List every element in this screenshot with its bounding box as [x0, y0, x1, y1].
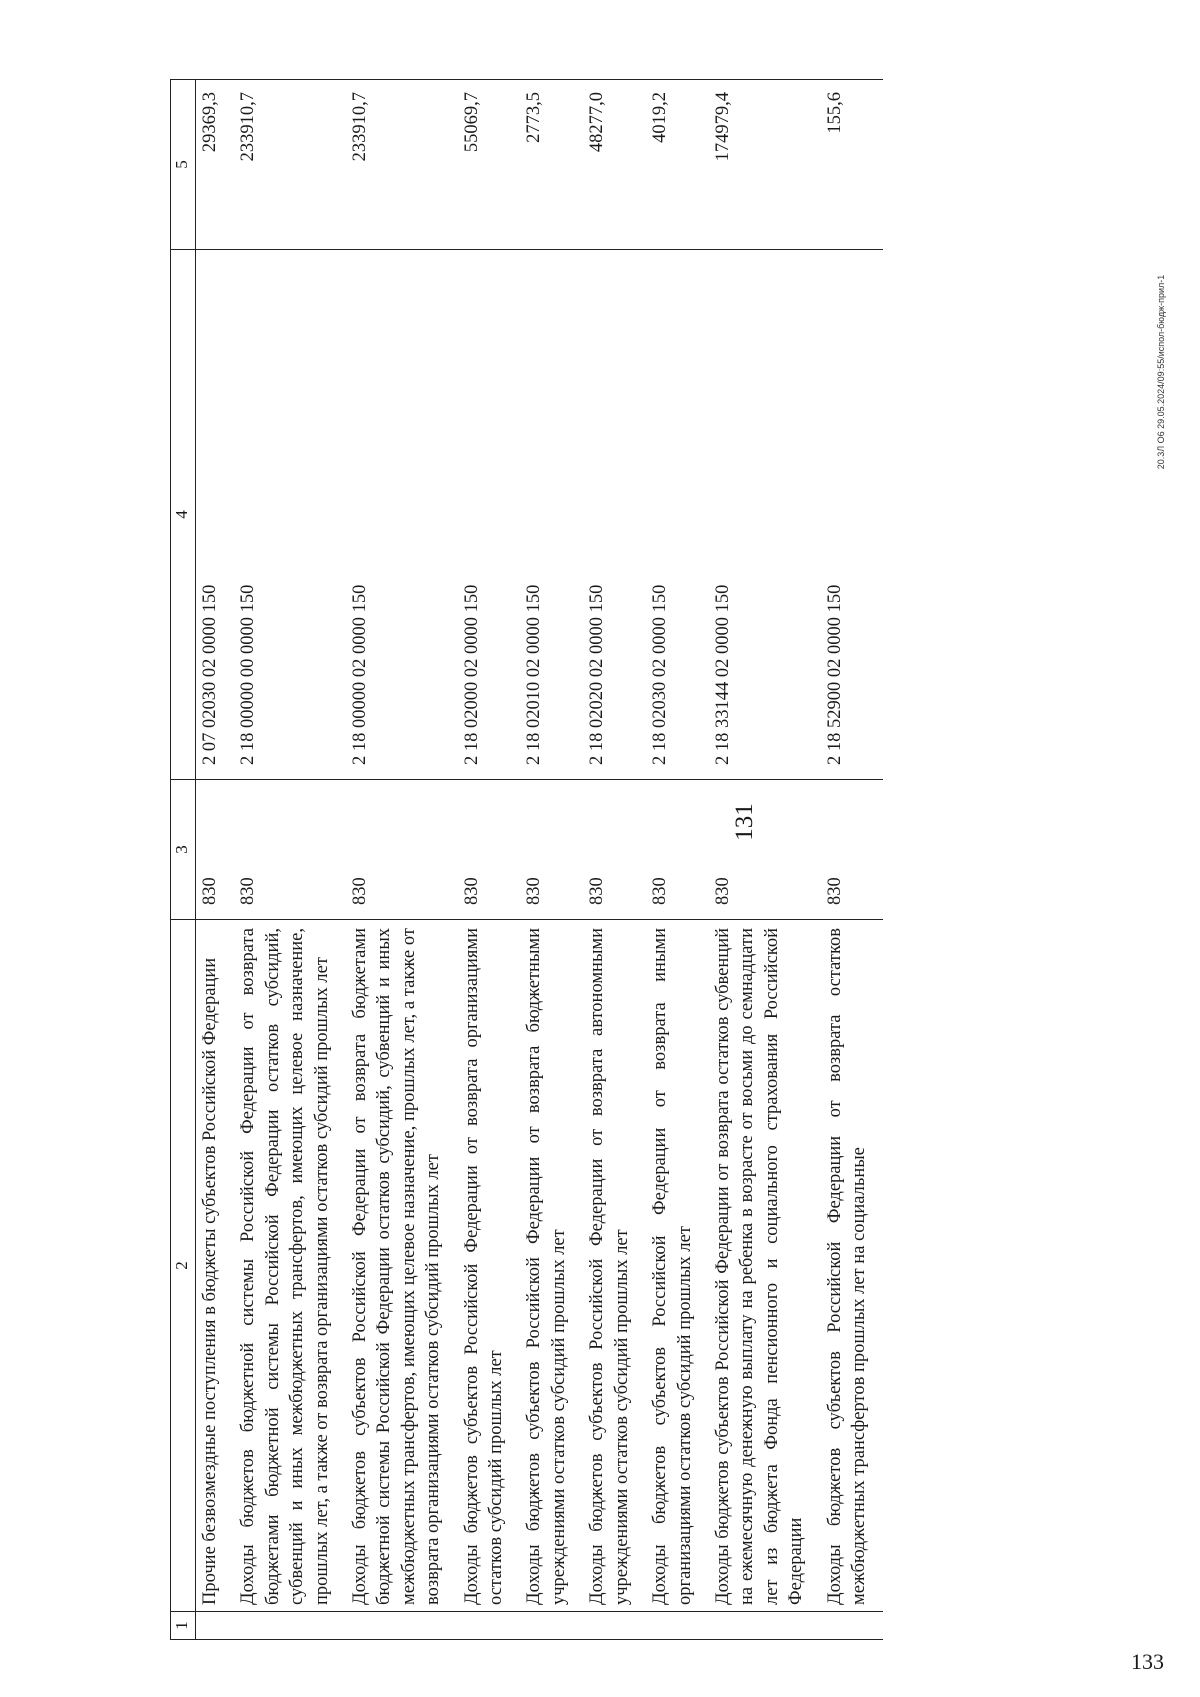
- column-header-2: 2: [171, 920, 196, 1612]
- income-name-cell: Доходы бюджетов субъектов Российской Федерации от возврата остатков субвенций на ежемесячную денежную выплату на ребенка в возрасте от восьми до семнадцати лет из бюджета Фонда пенсионного и социального страхования Российской Федерации: [709, 920, 821, 1612]
- revenue-table: [170, 79, 883, 1640]
- amount-cell: 233910,7: [234, 80, 346, 250]
- table-row: [821, 80, 884, 1640]
- amount-cell: 55069,7: [458, 80, 521, 250]
- table-row: [346, 80, 458, 1640]
- budget-code-cell: 2 18 52900 02 0000 150: [821, 250, 884, 780]
- table-row: [583, 80, 646, 1640]
- income-name-cell: Доходы бюджетов субъектов Российской Федерации от возврата организациями остатков субсидий прошлых лет: [458, 920, 521, 1612]
- budget-code-cell: 2 18 00000 02 0000 150: [346, 250, 458, 780]
- row-index-cell: [646, 1612, 709, 1640]
- column-header-5: 5: [171, 80, 196, 250]
- amount-cell: 4019,2: [646, 80, 709, 250]
- header-row: [171, 80, 196, 1640]
- income-name-cell: Доходы бюджетов субъектов Российской Федерации от возврата бюджетами бюджетной системы Российской Федерации остатков субсидий, субвенций и иных межбюджетных трансфертов, имеющих целевое назначение, прошлых лет, а также от возврата организациями остатков субсидий прошлых лет: [346, 920, 458, 1612]
- row-index-cell: [520, 1612, 583, 1640]
- column-header-3: 3: [171, 780, 196, 920]
- row-index-cell: [709, 1612, 821, 1640]
- amount-cell: 155,6: [821, 80, 884, 250]
- budget-code-cell: 2 18 33144 02 0000 150: [709, 250, 821, 780]
- budget-code-cell: 2 18 02010 02 0000 150: [520, 250, 583, 780]
- income-name-cell: Доходы бюджетов субъектов Российской Федерации от возврата остатков межбюджетных трансфертов прошлых лет на социальные: [821, 920, 884, 1612]
- row-index-cell: [821, 1612, 884, 1640]
- table-row: [646, 80, 709, 1640]
- sheet-number: 133: [1131, 1649, 1164, 1674]
- revenue-table-container: [170, 80, 1020, 1640]
- budget-code-cell: 2 18 00000 00 0000 150: [234, 250, 346, 780]
- amount-cell: 2773,5: [520, 80, 583, 250]
- admin-code-cell: 830: [196, 780, 235, 920]
- income-name-cell: Прочие безвозмездные поступления в бюджеты субъектов Российской Федерации: [196, 920, 235, 1612]
- income-name-cell: Доходы бюджетов субъектов Российской Федерации от возврата автономными учреждениями остатков субсидий прошлых лет: [583, 920, 646, 1612]
- amount-cell: 233910,7: [346, 80, 458, 250]
- column-header-1: 1: [171, 1612, 196, 1640]
- row-index-cell: [346, 1612, 458, 1640]
- row-index-cell: [234, 1612, 346, 1640]
- admin-code-cell: 830: [821, 780, 884, 920]
- budget-code-cell: 2 18 02030 02 0000 150: [646, 250, 709, 780]
- table-row: [458, 80, 521, 1640]
- budget-code-cell: 2 18 02020 02 0000 150: [583, 250, 646, 780]
- admin-code-cell: 830: [583, 780, 646, 920]
- amount-cell: 48277,0: [583, 80, 646, 250]
- file-reference: 20.3Л О6 29.05.2024/09:55/испол-бюдж-прил-1: [1156, 274, 1166, 470]
- income-name-cell: Доходы бюджетов субъектов Российской Федерации от возврата бюджетными учреждениями остатков субсидий прошлых лет: [520, 920, 583, 1612]
- table-row: [709, 80, 821, 1640]
- admin-code-cell: 830: [520, 780, 583, 920]
- table-row: [196, 80, 235, 1640]
- table-row: [520, 80, 583, 1640]
- column-header-4: 4: [171, 250, 196, 780]
- row-index-cell: [458, 1612, 521, 1640]
- row-index-cell: [196, 1612, 235, 1640]
- admin-code-cell: 830: [346, 780, 458, 920]
- row-index-cell: [583, 1612, 646, 1640]
- budget-code-cell: 2 18 02000 02 0000 150: [458, 250, 521, 780]
- admin-code-cell: 830: [709, 780, 821, 920]
- budget-code-cell: 2 07 02030 02 0000 150: [196, 250, 235, 780]
- admin-code-cell: 830: [458, 780, 521, 920]
- admin-code-cell: 830: [646, 780, 709, 920]
- table-row: [234, 80, 346, 1640]
- admin-code-cell: 830: [234, 780, 346, 920]
- amount-cell: 174979,4: [709, 80, 821, 250]
- amount-cell: 29369,3: [196, 80, 235, 250]
- page-number: 131: [731, 803, 758, 841]
- income-name-cell: Доходы бюджетов субъектов Российской Федерации от возврата иными организациями остатков субсидий прошлых лет: [646, 920, 709, 1612]
- income-name-cell: Доходы бюджетов бюджетной системы Российской Федерации от возврата бюджетами бюджетной системы Российской Федерации остатков субсидий, субвенций и иных межбюджетных трансфертов, имеющих целевое назначение, прошлых лет, а также от возврата организациями остатков субсидий прошлых лет: [234, 920, 346, 1612]
